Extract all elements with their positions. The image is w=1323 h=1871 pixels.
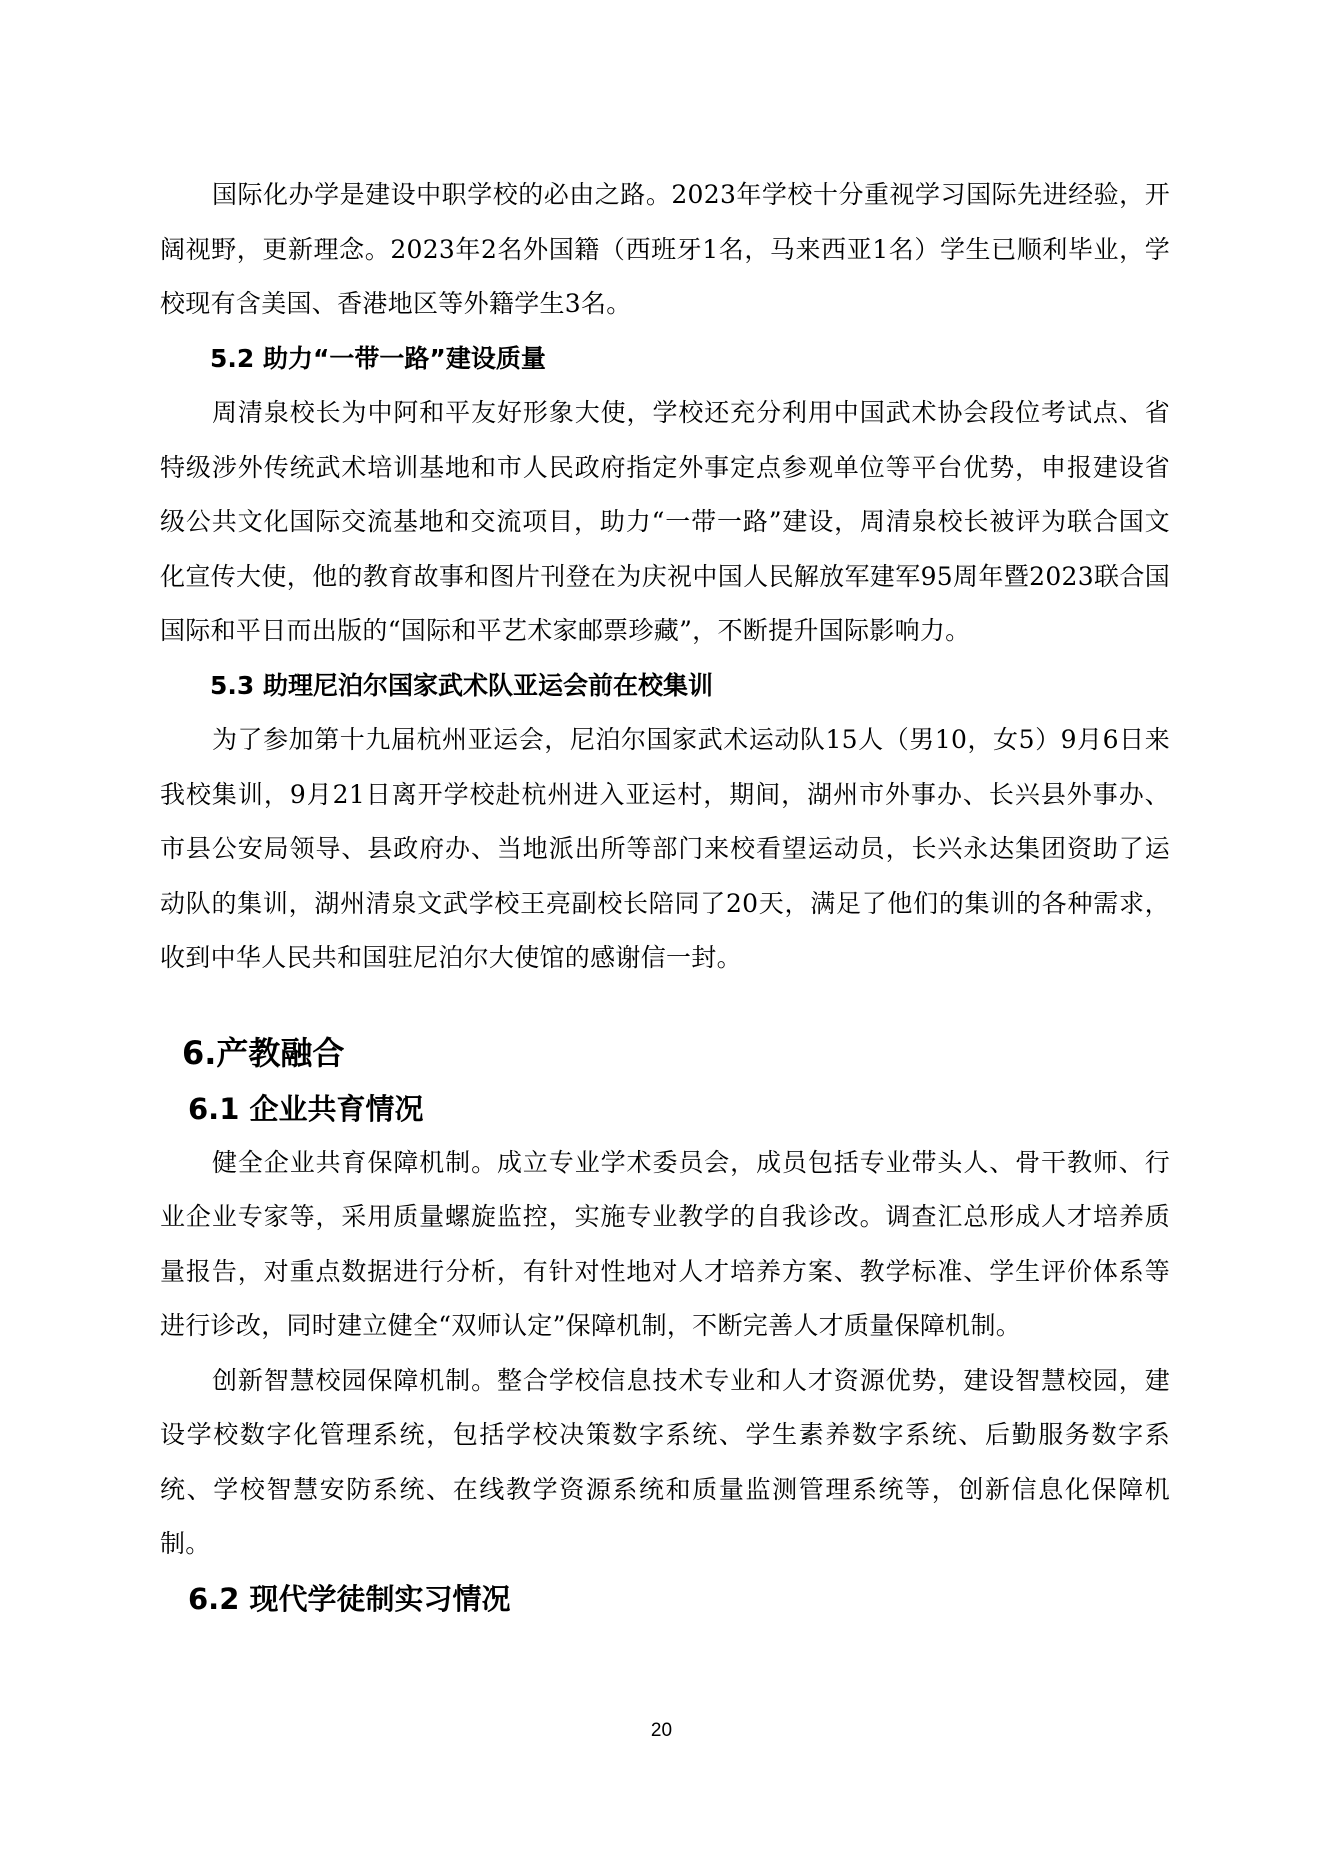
paragraph-intl-intro: 国际化办学是建设中职学校的必由之路。2023年学校十分重视学习国际先进经验，开阔视野，更新理念。2023年2名外国籍（西班牙1名，马来西亚1名）学生已顺利毕业，学校现有含美国、香港地区等外籍学生3名。 [160,180,1170,318]
paragraph-nepal: 为了参加第十九届杭州亚运会，尼泊尔国家武术运动队15人（男10，女5）9月6日来我校集训，9月21日离开学校赴杭州进入亚运村，期间，湖州市外事办、长兴县外事办、市县公安局领导、县政府办、当地派出所等部门来校看望运动员，长兴永达集团资助了运动队的集训，湖州清泉文武学校王亮副校长陪同了20天，满足了他们的集训的各种需求，收到中华人民共和国驻尼泊尔大使馆的感谢信一封。 [160,725,1170,972]
heading-6-2: 6.2 现代学徒制实习情况 [188,1581,511,1616]
heading-6: 6.产教融合 [182,1033,345,1072]
heading-6-1: 6.1 企业共育情况 [188,1091,424,1126]
page-content [160,168,1170,1626]
paragraph-enterprise-1: 健全企业共育保障机制。成立专业学术委员会，成员包括专业带头人、骨干教师、行业企业专家等，采用质量螺旋监控，实施专业教学的自我诊改。调查汇总形成人才培养质量报告，对重点数据进行分析，有针对性地对人才培养方案、教学标准、学生评价体系等进行诊改，同时建立健全“双师认定”保障机制，不断完善人才质量保障机制。 [160,1147,1170,1340]
page-number: 20 [650,1720,673,1741]
paragraph-belt-road: 周清泉校长为中阿和平友好形象大使，学校还充分利用中国武术协会段位考试点、省特级涉外传统武术培训基地和市人民政府指定外事定点参观单位等平台优势，申报建设省级公共文化国际交流基地和交流项目，助力“一带一路”建设，周清泉校长被评为联合国文化宣传大使，他的教育故事和图片刊登在为庆祝中国人民解放军建军95周年暨2023联合国国际和平日而出版的“国际和平艺术家邮票珍藏”，不断提升国际影响力。 [160,398,1170,645]
heading-5-2: 5.2 助力“一带一路”建设质量 [210,343,546,373]
heading-5-3: 5.3 助理尼泊尔国家武术队亚运会前在校集训 [210,670,713,700]
paragraph-enterprise-2: 创新智慧校园保障机制。整合学校信息技术专业和人才资源优势，建设智慧校园，建设学校数字化管理系统，包括学校决策数字系统、学生素养数字系统、后勤服务数字系统、学校智慧安防系统、在线教学资源系统和质量监测管理系统等，创新信息化保障机制。 [160,1365,1170,1558]
